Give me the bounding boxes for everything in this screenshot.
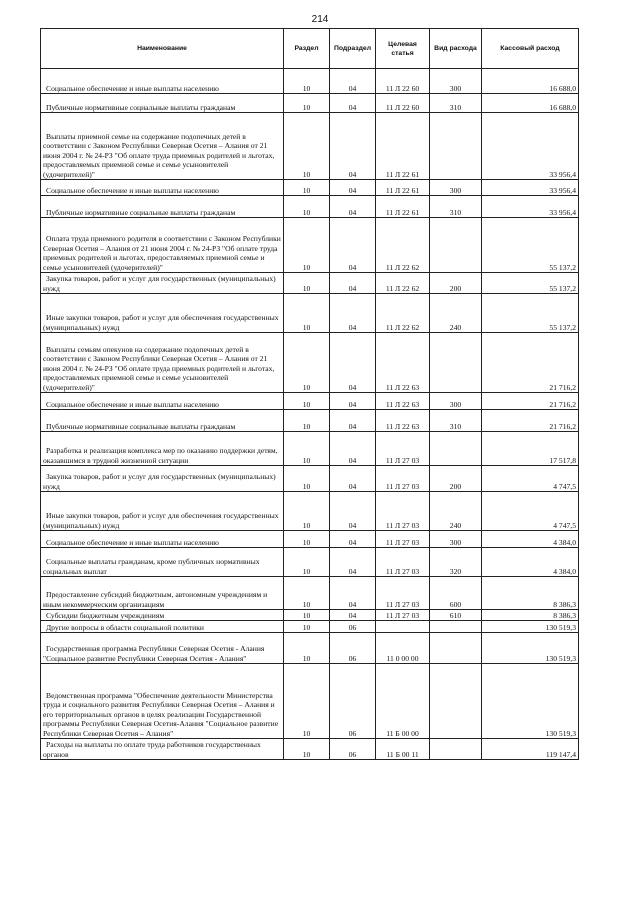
row-name: Иные закупки товаров, работ и услуг для обеспечения государственных (муниципальных) нужд <box>41 492 284 531</box>
row-subsection: 04 <box>330 531 376 548</box>
row-name: Социальные выплаты гражданам, кроме публичных нормативных социальных выплат <box>41 548 284 577</box>
row-cash-expense: 8 386,3 <box>482 577 579 610</box>
table-row <box>41 610 579 621</box>
table-header-row <box>41 29 579 69</box>
row-target-article: 11 Л 22 62 <box>376 294 430 333</box>
budget-table <box>40 28 579 760</box>
table-row <box>41 196 579 218</box>
row-target-article: 11 Л 22 60 <box>376 94 430 113</box>
row-expense-type <box>430 739 482 760</box>
row-subsection: 04 <box>330 196 376 218</box>
header-target-article: Целевая статья <box>376 29 430 69</box>
row-cash-expense: 33 956,4 <box>482 180 579 196</box>
row-subsection: 06 <box>330 664 376 739</box>
row-cash-expense: 21 716,2 <box>482 333 579 393</box>
row-name: Оплата труда приемного родителя в соответствии с Законом Республики Северная Осетия – Алания от 21 июня 2004 г. № 24-РЗ "Об оплате труда приемных родителей и льготах, предоставляемых приемной семье и семье усыновителей (удочерителей)" <box>41 218 284 273</box>
row-cash-expense: 130 519,3 <box>482 621 579 633</box>
row-subsection: 04 <box>330 432 376 466</box>
row-expense-type: 600 <box>430 577 482 610</box>
table-body <box>41 69 579 760</box>
row-cash-expense: 4 384,0 <box>482 548 579 577</box>
row-section: 10 <box>284 113 330 180</box>
row-cash-expense: 33 956,4 <box>482 113 579 180</box>
row-target-article: 11 Л 27 03 <box>376 610 430 621</box>
row-cash-expense: 33 956,4 <box>482 196 579 218</box>
row-section: 10 <box>284 273 330 294</box>
row-subsection: 04 <box>330 393 376 410</box>
row-section: 10 <box>284 218 330 273</box>
row-section: 10 <box>284 333 330 393</box>
row-name: Публичные нормативные социальные выплаты гражданам <box>41 410 284 432</box>
row-expense-type: 300 <box>430 180 482 196</box>
row-name: Иные закупки товаров, работ и услуг для обеспечения государственных (муниципальных) нужд <box>41 294 284 333</box>
row-target-article: 11 Б 00 11 <box>376 739 430 760</box>
row-section: 10 <box>284 196 330 218</box>
row-cash-expense: 55 137,2 <box>482 218 579 273</box>
row-section: 10 <box>284 621 330 633</box>
row-name: Другие вопросы в области социальной политики <box>41 621 284 633</box>
row-expense-type <box>430 432 482 466</box>
row-expense-type: 310 <box>430 410 482 432</box>
table-row <box>41 548 579 577</box>
row-expense-type: 300 <box>430 69 482 94</box>
table-row <box>41 739 579 760</box>
row-name: Субсидии бюджетным учреждениям <box>41 610 284 621</box>
row-section: 10 <box>284 577 330 610</box>
row-name: Закупка товаров, работ и услуг для государственных (муниципальных) нужд <box>41 273 284 294</box>
table-row <box>41 432 579 466</box>
row-section: 10 <box>284 610 330 621</box>
table-row <box>41 94 579 113</box>
row-subsection: 04 <box>330 492 376 531</box>
row-cash-expense: 16 688,0 <box>482 69 579 94</box>
row-target-article: 11 Л 27 03 <box>376 432 430 466</box>
row-subsection: 04 <box>330 113 376 180</box>
row-expense-type <box>430 218 482 273</box>
row-target-article: 11 Л 27 03 <box>376 466 430 492</box>
row-name: Социальное обеспечение и иные выплаты населению <box>41 393 284 410</box>
row-expense-type: 240 <box>430 492 482 531</box>
row-cash-expense: 55 137,2 <box>482 273 579 294</box>
row-name: Закупка товаров, работ и услуг для государственных (муниципальных) нужд <box>41 466 284 492</box>
row-expense-type <box>430 621 482 633</box>
row-section: 10 <box>284 664 330 739</box>
row-subsection: 04 <box>330 180 376 196</box>
row-name: Социальное обеспечение и иные выплаты населению <box>41 531 284 548</box>
row-subsection: 04 <box>330 577 376 610</box>
row-subsection: 04 <box>330 94 376 113</box>
row-cash-expense: 8 386,3 <box>482 610 579 621</box>
row-section: 10 <box>284 69 330 94</box>
row-cash-expense: 21 716,2 <box>482 393 579 410</box>
row-expense-type: 310 <box>430 196 482 218</box>
row-name: Социальное обеспечение и иные выплаты населению <box>41 69 284 94</box>
row-subsection: 06 <box>330 739 376 760</box>
table-row <box>41 333 579 393</box>
row-expense-type <box>430 633 482 664</box>
row-section: 10 <box>284 94 330 113</box>
row-target-article: 11 Л 22 63 <box>376 393 430 410</box>
row-target-article: 11 Л 27 03 <box>376 531 430 548</box>
table-row <box>41 294 579 333</box>
header-expense-type: Вид расхода <box>430 29 482 69</box>
table-row <box>41 273 579 294</box>
header-name: Наименование <box>41 29 284 69</box>
row-cash-expense: 4 384,0 <box>482 531 579 548</box>
row-section: 10 <box>284 466 330 492</box>
table-row <box>41 410 579 432</box>
row-section: 10 <box>284 410 330 432</box>
row-name: Государственная программа Республики Северная Осетия - Алания "Социальное развитие Республики Северная Осетия - Алания" <box>41 633 284 664</box>
row-expense-type: 310 <box>430 94 482 113</box>
table-row <box>41 113 579 180</box>
header-cash-expense: Кассовый расход <box>482 29 579 69</box>
row-section: 10 <box>284 548 330 577</box>
row-cash-expense: 4 747,5 <box>482 466 579 492</box>
row-subsection: 04 <box>330 333 376 393</box>
row-subsection: 04 <box>330 273 376 294</box>
row-cash-expense: 55 137,2 <box>482 294 579 333</box>
row-expense-type: 300 <box>430 393 482 410</box>
header-subsection: Подраздел <box>330 29 376 69</box>
row-target-article: 11 Л 22 61 <box>376 196 430 218</box>
row-expense-type: 300 <box>430 531 482 548</box>
row-target-article <box>376 621 430 633</box>
table-row <box>41 621 579 633</box>
table-row <box>41 664 579 739</box>
header-section: Раздел <box>284 29 330 69</box>
row-subsection: 04 <box>330 410 376 432</box>
row-target-article: 11 Л 22 62 <box>376 218 430 273</box>
table-row <box>41 492 579 531</box>
table-row <box>41 633 579 664</box>
row-cash-expense: 4 747,5 <box>482 492 579 531</box>
row-target-article: 11 Л 22 61 <box>376 113 430 180</box>
row-expense-type <box>430 113 482 180</box>
row-name: Расходы на выплаты по оплате труда работников государственных органов <box>41 739 284 760</box>
table-row <box>41 531 579 548</box>
row-name: Предоставление субсидий бюджетным, автономным учреждениям и иным некоммерческим организациям <box>41 577 284 610</box>
row-cash-expense: 119 147,4 <box>482 739 579 760</box>
row-section: 10 <box>284 739 330 760</box>
row-target-article: 11 Л 22 61 <box>376 180 430 196</box>
row-target-article: 11 Л 27 03 <box>376 577 430 610</box>
row-subsection: 04 <box>330 294 376 333</box>
row-target-article: 11 Л 27 03 <box>376 548 430 577</box>
row-cash-expense: 21 716,2 <box>482 410 579 432</box>
row-section: 10 <box>284 432 330 466</box>
row-expense-type: 240 <box>430 294 482 333</box>
table-row <box>41 69 579 94</box>
row-name: Выплаты приемной семье на содержание подопечных детей в соответствии с Законом Республики Северная Осетия – Алания от 21 июня 2004 г. № 24-РЗ "Об оплате труда приемных родителей и льготах, предоставляемых приемной семье и семье усыновителей (удочерителей)" <box>41 113 284 180</box>
row-section: 10 <box>284 294 330 333</box>
row-name: Публичные нормативные социальные выплаты гражданам <box>41 94 284 113</box>
row-subsection: 06 <box>330 621 376 633</box>
row-cash-expense: 130 519,3 <box>482 633 579 664</box>
row-name: Публичные нормативные социальные выплаты гражданам <box>41 196 284 218</box>
row-subsection: 06 <box>330 633 376 664</box>
row-target-article: 11 Л 22 62 <box>376 273 430 294</box>
row-expense-type <box>430 333 482 393</box>
row-target-article: 11 Л 27 03 <box>376 492 430 531</box>
row-cash-expense: 16 688,0 <box>482 94 579 113</box>
page-number: 214 <box>311 14 329 25</box>
row-expense-type: 200 <box>430 273 482 294</box>
table-row <box>41 180 579 196</box>
table-row <box>41 466 579 492</box>
row-cash-expense: 17 517,8 <box>482 432 579 466</box>
row-section: 10 <box>284 492 330 531</box>
table-row <box>41 218 579 273</box>
row-section: 10 <box>284 633 330 664</box>
row-target-article: 11 Л 22 60 <box>376 69 430 94</box>
row-expense-type: 610 <box>430 610 482 621</box>
table-row <box>41 577 579 610</box>
row-name: Ведомственная программа "Обеспечение деятельности Министерства труда и социального развития Республики Северная Осетия – Алания и его территориальных органов в целях реализации Государственной программы Республики Северная Осетия-Алания "Социальное развитие Республики Северная Осетия – Алания" <box>41 664 284 739</box>
row-subsection: 04 <box>330 218 376 273</box>
row-target-article: 11 Л 22 63 <box>376 333 430 393</box>
row-expense-type: 200 <box>430 466 482 492</box>
row-section: 10 <box>284 531 330 548</box>
row-target-article: 11 Б 00 00 <box>376 664 430 739</box>
row-name: Социальное обеспечение и иные выплаты населению <box>41 180 284 196</box>
row-subsection: 04 <box>330 466 376 492</box>
row-expense-type: 320 <box>430 548 482 577</box>
row-target-article: 11 Л 22 63 <box>376 410 430 432</box>
row-section: 10 <box>284 180 330 196</box>
row-name: Выплаты семьям опекунов на содержание подопечных детей в соответствии с Законом Республики Северная Осетия – Алания от 21 июня 2004 г. № 24-РЗ "Об оплате труда приемных родителей и льготах, предоставляемых приемной семье и семье усыновителей (удочерителей)" <box>41 333 284 393</box>
row-subsection: 04 <box>330 610 376 621</box>
row-subsection: 04 <box>330 548 376 577</box>
row-target-article: 11 0 00 00 <box>376 633 430 664</box>
row-expense-type <box>430 664 482 739</box>
row-section: 10 <box>284 393 330 410</box>
row-cash-expense: 130 519,3 <box>482 664 579 739</box>
row-name: Разработка и реализация комплекса мер по оказанию поддержки детям, оказавшимся в трудной жизненной ситуации <box>41 432 284 466</box>
row-subsection: 04 <box>330 69 376 94</box>
table-row <box>41 393 579 410</box>
